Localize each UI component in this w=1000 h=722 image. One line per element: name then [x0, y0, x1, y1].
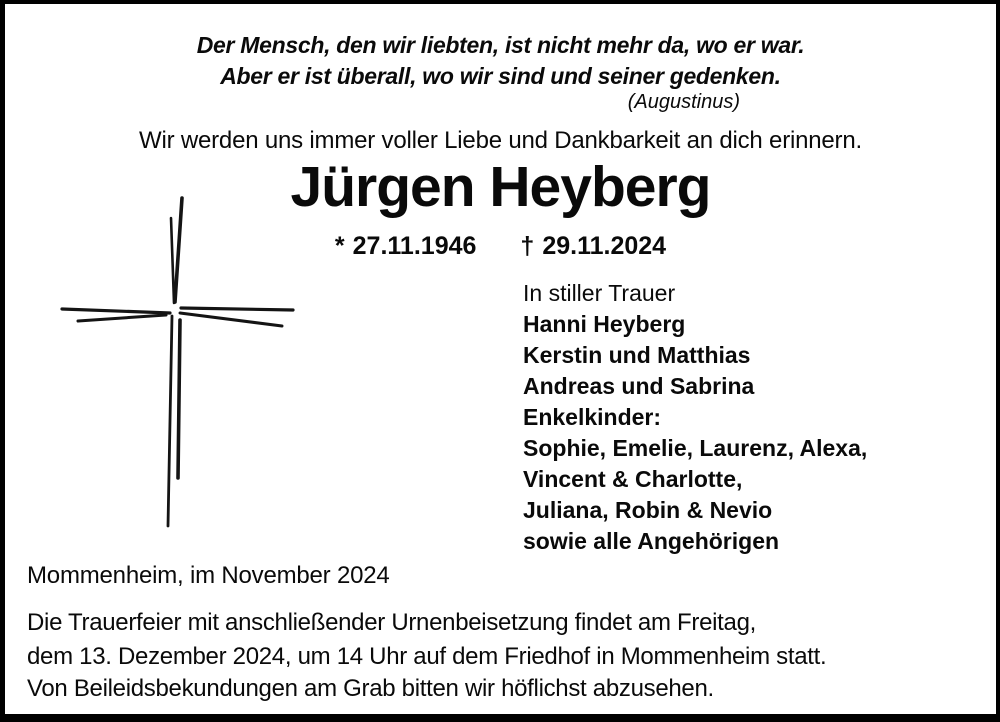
condolence-note: Von Beileidsbekundungen am Grab bitten wir höflichst abzusehen. — [27, 675, 714, 702]
mourner-name: Andreas und Sabrina — [523, 373, 755, 399]
mourners-list — [523, 278, 867, 557]
quote-attribution: (Augustinus) — [627, 91, 740, 113]
mourner-name: Juliana, Robin & Nevio — [523, 497, 773, 523]
funeral-info-line-2: dem 13. Dezember 2024, um 14 Uhr auf dem Friedhof in Mommenheim statt. — [27, 643, 827, 670]
mourner-name: Vincent & Charlotte, — [523, 466, 743, 492]
cross-icon — [50, 190, 305, 540]
quote-line-2: Aber er ist überall, wo wir sind und seiner gedenken. — [220, 63, 781, 89]
death-date — [520, 232, 666, 261]
funeral-information — [27, 606, 826, 674]
remembrance-line: Wir werden uns immer voller Liebe und Dankbarkeit an dich erinnern. — [139, 127, 862, 154]
mourners-lead: In stiller Trauer — [523, 280, 676, 306]
quote-line-1: Der Mensch, den wir liebten, ist nicht mehr da, wo er war. — [196, 32, 805, 58]
mourner-name: sowie alle Angehörigen — [523, 528, 780, 554]
birth-date — [335, 232, 476, 261]
place-and-date: Mommenheim, im November 2024 — [27, 562, 390, 589]
mourner-name: Kerstin und Matthias — [523, 342, 751, 368]
death-dagger-symbol: † — [520, 232, 535, 260]
memorial-quote — [5, 30, 996, 92]
mourner-name: Sophie, Emelie, Laurenz, Alexa, — [523, 435, 868, 461]
birth-date-value: 27.11.1946 — [352, 232, 477, 260]
deceased-name: Jürgen Heyberg — [290, 155, 711, 219]
mourner-name: Enkelkinder: — [523, 404, 662, 430]
mourner-name: Hanni Heyberg — [523, 311, 686, 337]
death-date-value: 29.11.2024 — [542, 232, 667, 260]
funeral-info-line-1: Die Trauerfeier mit anschließender Urnenbeisetzung findet am Freitag, — [27, 609, 756, 636]
birth-star-symbol: * — [334, 232, 345, 260]
